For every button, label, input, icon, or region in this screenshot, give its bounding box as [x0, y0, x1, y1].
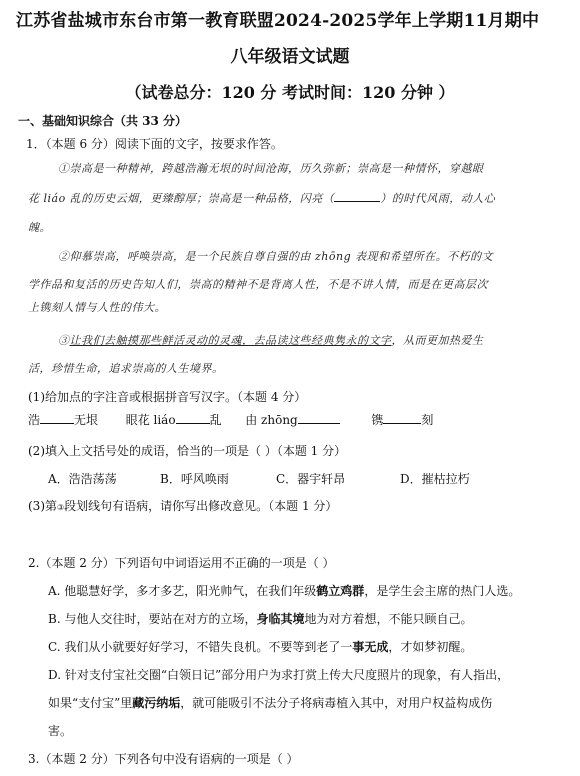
q1-option-a[interactable]: A．浩浩荡荡 — [48, 472, 117, 486]
fill-text: 无垠 — [74, 413, 99, 427]
section-heading: 一、基础知识综合（共 33 分） — [18, 114, 188, 128]
q1-sub3 — [28, 497, 337, 514]
q1-passage-line: 学作品和复活的历史告知人们，崇高的精神不是背离人性，不是不讲人情，而是在更高层次 — [28, 278, 488, 291]
fill-blank[interactable] — [40, 423, 74, 424]
underlined-sentence: 让我们去触摸那些鲜活灵动的灵魂，去品读这些经典隽永的文字 — [69, 334, 392, 347]
option-text: A. 他聪慧好学，多才多艺，阳光帅气，在我们年级 — [48, 584, 317, 598]
q1-passage-line: ①崇高是一种精神，跨越浩瀚无垠的时间沧海，历久弥新；崇高是一种情怀，穿越眼 — [58, 162, 484, 175]
fill-blank[interactable] — [383, 423, 421, 424]
q1-option-d[interactable]: D．摧枯拉朽 — [400, 472, 470, 486]
q3-stem: 3.（本题 2 分）下列各句中没有语病的一项是（ ） — [28, 752, 299, 766]
q1-passage-line — [28, 190, 495, 206]
fill-blank[interactable] — [176, 423, 210, 424]
circled-number: ③ — [57, 503, 65, 512]
fill-text: 由 zhōng — [245, 413, 298, 427]
q1-option-c[interactable]: C．器宇轩昂 — [276, 472, 346, 486]
key-phrase: 藏污纳垢 — [132, 696, 181, 710]
fill-text: 镌 — [371, 413, 384, 427]
q2-option-d[interactable]: D. 针对支付宝社交圈“白领日记”部分用户为求打赏上传大尺度照片的现象，有人指出， — [48, 668, 510, 682]
option-text: ，就可能吸引不法分子将病毒植入其中，对用户权益构成伤 — [180, 696, 493, 710]
option-text: 地为对方着想，不能只顾自己。 — [304, 612, 473, 626]
passage-text: ）的时代风雨，动人心 — [380, 192, 496, 205]
q1-stem: 1．（本题 6 分）阅读下面的文字，按要求作答。 — [26, 137, 283, 151]
key-phrase: 身临其境 — [256, 612, 305, 626]
q1-passage-line: 活，珍惜生命，追求崇高的人生境界。 — [28, 362, 224, 375]
exam-info: （试卷总分：120 分 考试时间：120 分钟 ） — [125, 83, 455, 102]
option-text: C. 我们从小就要好好学习，不错失良机。不要等到老了一 — [48, 640, 353, 654]
option-text: ，是学生会主席的热门人选。 — [364, 584, 521, 598]
exam-title-line1: 江苏省盐城市东台市第一教育联盟2024-2025学年上学期11月期中 — [16, 11, 540, 31]
option-text: 如果“支付宝”里 — [48, 696, 133, 710]
q1-bracket-blank[interactable] — [334, 201, 380, 202]
q1-passage-line: ②仰慕崇高，呼唤崇高，是一个民族自尊自强的由 zhōng 表现和希望所在。不朽的文 — [58, 250, 494, 263]
q2-stem: 2.（本题 2 分）下列语句中词语运用不正确的一项是（ ） — [28, 556, 335, 570]
key-phrase: 鹤立鸡群 — [316, 584, 365, 598]
passage-text: 花 liáo 乱的历史云烟，更臻醇厚；崇高是一种品格，闪亮（ — [28, 192, 335, 205]
fill-text: 浩 — [28, 413, 41, 427]
q2-option-d-cont — [48, 694, 492, 711]
option-text: ，才如梦初醒。 — [388, 640, 473, 654]
q2-option-a[interactable] — [48, 582, 520, 599]
fill-text: 眼花 liáo — [125, 413, 176, 427]
passage-text: ③ — [58, 334, 70, 347]
q1-fill-row — [28, 411, 433, 428]
q2-option-c[interactable] — [48, 638, 472, 655]
q1-passage-line: 魄。 — [28, 221, 51, 234]
key-phrase: 事无成 — [352, 640, 389, 654]
option-text: B. 与他人交往时，要站在对方的立场， — [48, 612, 257, 626]
fill-blank[interactable] — [298, 423, 340, 424]
fill-text: 乱 — [209, 413, 222, 427]
q1-sub2: (2)填入上文括号处的成语，恰当的一项是（ ）（本题 1 分） — [28, 444, 347, 458]
q1-passage-line: 上镌刻人情与人性的伟大。 — [28, 301, 166, 314]
exam-title-line2: 八年级语文试题 — [230, 47, 350, 67]
sub3-text: 段划线句有语病，请你写出修改意见。（本题 1 分） — [64, 499, 338, 513]
q1-option-b[interactable]: B．呼风唤雨 — [160, 472, 229, 486]
q1-sub1: (1)给加点的字注音或根据拼音写汉字。（本题 4 分） — [28, 390, 307, 404]
q1-passage-line — [58, 332, 484, 348]
fill-text: 刻 — [421, 413, 434, 427]
q2-option-d-cont: 害。 — [48, 724, 73, 738]
passage-text: ，从而更加热爱生 — [391, 334, 484, 347]
sub3-text: (3)第 — [28, 499, 57, 513]
q2-option-b[interactable] — [48, 610, 472, 627]
